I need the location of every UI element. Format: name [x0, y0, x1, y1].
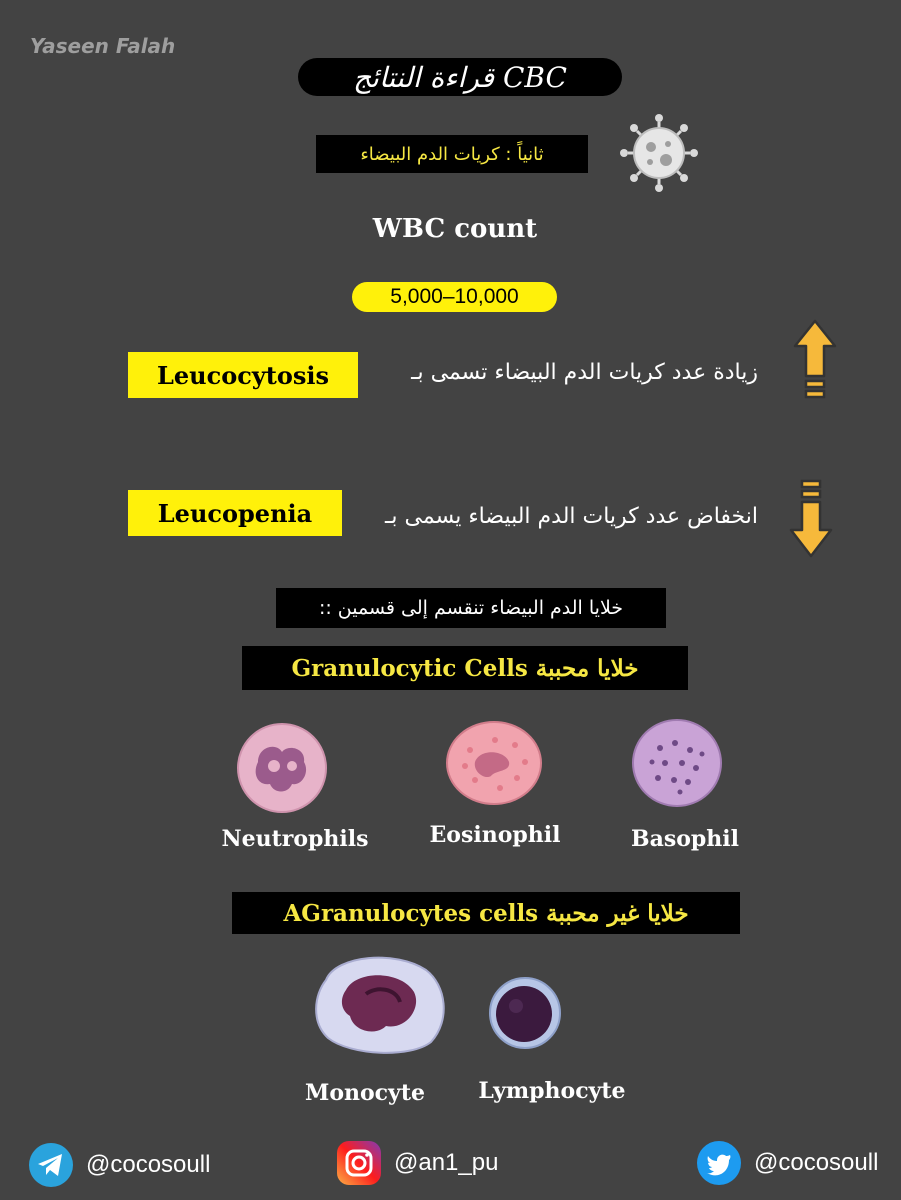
leucopenia-term: Leucopenia [128, 490, 342, 536]
instagram-handle[interactable] [336, 1140, 498, 1186]
author-watermark: Yaseen Falah [30, 34, 176, 58]
arrow-up-icon [792, 318, 838, 402]
categories-heading: خلايا الدم البيضاء تنقسم إلى قسمين :: [276, 588, 666, 628]
arrow-down-icon [788, 478, 834, 560]
page-title: قراءة النتائج CBC [298, 58, 622, 96]
twitter-icon [696, 1140, 742, 1186]
telegram-handle-text: @cocosoull [86, 1151, 211, 1178]
neutrophil-image [236, 722, 328, 814]
twitter-handle[interactable] [696, 1140, 878, 1186]
white-cell-icon [618, 112, 700, 194]
instagram-icon [336, 1140, 382, 1186]
wbc-normal-range: 5,000–10,000 [352, 282, 557, 312]
monocyte-image [306, 950, 452, 1058]
neutrophils-label: Neutrophils [221, 826, 369, 852]
eosinophil-image [445, 720, 543, 806]
eosinophil-label: Eosinophil [429, 822, 561, 848]
granulocytic-heading: خلايا محببة Granulocytic Cells [242, 646, 688, 690]
increase-description: زيادة عدد كريات الدم البيضاء تسمى بـ [411, 360, 758, 385]
telegram-handle[interactable] [28, 1142, 210, 1188]
monocyte-label: Monocyte [304, 1080, 426, 1106]
decrease-description: انخفاض عدد كريات الدم البيضاء يسمى بـ [384, 504, 758, 529]
instagram-handle-text: @an1_pu [394, 1149, 499, 1176]
lymphocyte-label: Lymphocyte [478, 1078, 626, 1104]
basophil-label: Basophil [630, 826, 739, 852]
telegram-icon [28, 1142, 74, 1188]
twitter-handle-text: @cocosoull [754, 1149, 879, 1176]
agranulocytes-heading: خلايا غير محببة AGranulocytes cells [232, 892, 740, 934]
leucocytosis-term: Leucocytosis [128, 352, 358, 398]
section-heading: ثانياً : كريات الدم البيضاء [316, 135, 588, 173]
wbc-count-title: WBC count [372, 214, 538, 244]
lymphocyte-image [488, 976, 562, 1050]
basophil-image [630, 718, 724, 808]
